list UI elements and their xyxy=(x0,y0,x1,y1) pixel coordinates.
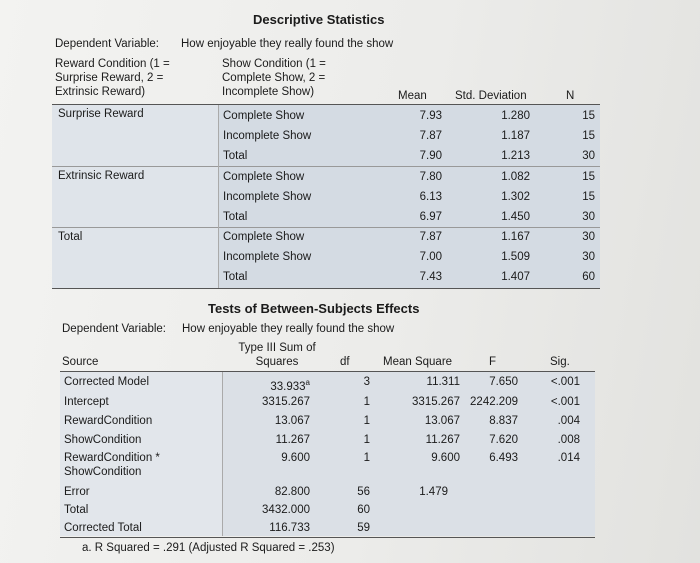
header-reward-condition-1: Reward Condition (1 = xyxy=(55,58,170,70)
cell-show: Incomplete Show xyxy=(223,191,312,203)
cell-n: 30 xyxy=(582,150,595,162)
cell-source: Total xyxy=(64,504,89,516)
cell-mean: 7.87 xyxy=(419,130,442,142)
cell-sd: 1.450 xyxy=(501,211,530,223)
group-surprise-reward: Surprise Reward xyxy=(58,108,144,120)
cell-source: RewardCondition xyxy=(64,415,153,427)
cell-mean: 7.00 xyxy=(419,251,442,263)
cell-ms: 1.479 xyxy=(419,486,448,498)
cell-source: RewardCondition * xyxy=(64,452,160,464)
header-n: N xyxy=(566,90,575,102)
cell-sig: <.001 xyxy=(550,396,580,408)
cell-sig: .008 xyxy=(557,434,580,446)
cell-ms: 13.067 xyxy=(424,415,460,427)
cell-show: Complete Show xyxy=(223,231,305,243)
cell-n: 15 xyxy=(582,130,595,142)
descriptive-bottom-rule xyxy=(52,288,600,289)
cell-mean: 6.13 xyxy=(419,191,442,203)
cell-ms: 9.600 xyxy=(431,452,460,464)
cell-show: Incomplete Show xyxy=(223,251,312,263)
cell-ss: 3432.000 xyxy=(262,504,310,516)
header-ss-1: Type III Sum of xyxy=(238,342,316,354)
group-extrinsic-reward: Extrinsic Reward xyxy=(58,170,145,182)
cell-ss: 3315.267 xyxy=(262,396,310,408)
cell-df: 1 xyxy=(363,396,370,408)
cell-ss: 11.267 xyxy=(275,434,310,446)
cell-source: Corrected Total xyxy=(64,522,142,534)
cell-mean: 7.90 xyxy=(419,150,442,162)
cell-mean: 7.43 xyxy=(419,271,442,283)
cell-ss xyxy=(240,376,310,394)
cell-ms: 11.267 xyxy=(425,434,460,446)
cell-source: Intercept xyxy=(64,396,109,408)
descriptive-vertical-rule xyxy=(218,105,219,288)
cell-show: Total xyxy=(223,211,248,223)
header-reward-condition-2: Surprise Reward, 2 = xyxy=(55,72,164,84)
cell-ss: 116.733 xyxy=(269,522,310,534)
cell-sig: .004 xyxy=(557,415,580,427)
cell-show: Complete Show xyxy=(223,110,305,122)
cell-mean: 7.87 xyxy=(419,231,442,243)
cell-mean: 7.93 xyxy=(419,110,442,122)
cell-n: 30 xyxy=(582,211,595,223)
between-title: Tests of Between-Subjects Effects xyxy=(208,301,420,316)
cell-sd: 1.082 xyxy=(501,171,530,183)
header-f: F xyxy=(489,356,497,368)
cell-sd: 1.509 xyxy=(501,251,530,263)
group-total: Total xyxy=(58,231,83,243)
cell-show: Total xyxy=(223,150,248,162)
cell-sd: 1.407 xyxy=(501,271,530,283)
cell-sig: <.001 xyxy=(550,376,580,388)
header-show-condition-2: Complete Show, 2 = xyxy=(222,72,326,84)
cell-show: Total xyxy=(223,271,248,283)
cell-show: Incomplete Show xyxy=(223,130,312,142)
cell-mean: 6.97 xyxy=(419,211,442,223)
cell-source: ShowCondition xyxy=(64,434,142,446)
descriptive-dep-value: How enjoyable they really found the show xyxy=(181,38,394,50)
between-dep-label: Dependent Variable: xyxy=(62,323,166,335)
cell-f: 7.620 xyxy=(489,434,518,446)
cell-df: 3 xyxy=(363,376,370,388)
cell-source: Error xyxy=(64,486,90,498)
cell-mean: 7.80 xyxy=(419,171,442,183)
header-mean-square: Mean Square xyxy=(383,356,453,368)
cell-ss: 9.600 xyxy=(281,452,310,464)
cell-df: 59 xyxy=(357,522,370,534)
descriptive-title: Descriptive Statistics xyxy=(253,12,385,27)
cell-n: 30 xyxy=(582,251,595,263)
cell-sd: 1.187 xyxy=(501,130,530,142)
cell-f: 7.650 xyxy=(489,376,518,388)
cell-df: 60 xyxy=(357,504,370,516)
group-rule-1 xyxy=(52,166,600,167)
cell-df: 56 xyxy=(357,486,370,498)
cell-ms: 3315.267 xyxy=(412,396,460,408)
header-source: Source xyxy=(62,356,99,368)
header-df: df xyxy=(340,356,350,368)
header-std-deviation: Std. Deviation xyxy=(455,90,527,102)
between-footnote: a. R Squared = .291 (Adjusted R Squared = .253) xyxy=(82,542,335,554)
cell-n: 30 xyxy=(582,231,595,243)
cell-ss: 13.067 xyxy=(274,415,310,427)
cell-f: 8.837 xyxy=(489,415,518,427)
between-bottom-rule xyxy=(60,537,595,538)
cell-ms: 11.311 xyxy=(426,376,460,388)
header-ss-2: Squares xyxy=(255,356,299,368)
header-show-condition-1: Show Condition (1 = xyxy=(222,58,326,70)
cell-sig: .014 xyxy=(557,452,580,464)
descriptive-group-shading xyxy=(52,105,218,288)
cell-sd: 1.280 xyxy=(501,110,530,122)
cell-source-continued: ShowCondition xyxy=(64,466,142,478)
cell-ss-value: 33.933 xyxy=(270,380,306,393)
cell-n: 60 xyxy=(582,271,595,283)
group-rule-2 xyxy=(52,227,600,228)
between-vertical-rule xyxy=(222,372,223,536)
cell-source: Corrected Model xyxy=(64,376,150,388)
cell-f: 2242.209 xyxy=(470,396,518,408)
cell-ss: 82.800 xyxy=(274,486,310,498)
cell-sd: 1.167 xyxy=(501,231,530,243)
cell-df: 1 xyxy=(363,415,370,427)
cell-sd: 1.213 xyxy=(501,150,530,162)
footnote-marker: a xyxy=(305,378,310,387)
header-mean: Mean xyxy=(398,90,427,102)
cell-sd: 1.302 xyxy=(501,191,530,203)
cell-f: 6.493 xyxy=(489,452,518,464)
cell-n: 15 xyxy=(582,110,595,122)
cell-df: 1 xyxy=(363,452,370,464)
header-show-condition-3: Incomplete Show) xyxy=(222,86,315,98)
cell-show: Complete Show xyxy=(223,171,305,183)
cell-n: 15 xyxy=(582,171,595,183)
descriptive-dep-label: Dependent Variable: xyxy=(55,38,159,50)
cell-df: 1 xyxy=(363,434,370,446)
cell-n: 15 xyxy=(582,191,595,203)
header-reward-condition-3: Extrinsic Reward) xyxy=(55,86,146,98)
header-sig: Sig. xyxy=(550,356,570,368)
between-dep-value: How enjoyable they really found the show xyxy=(182,323,395,335)
